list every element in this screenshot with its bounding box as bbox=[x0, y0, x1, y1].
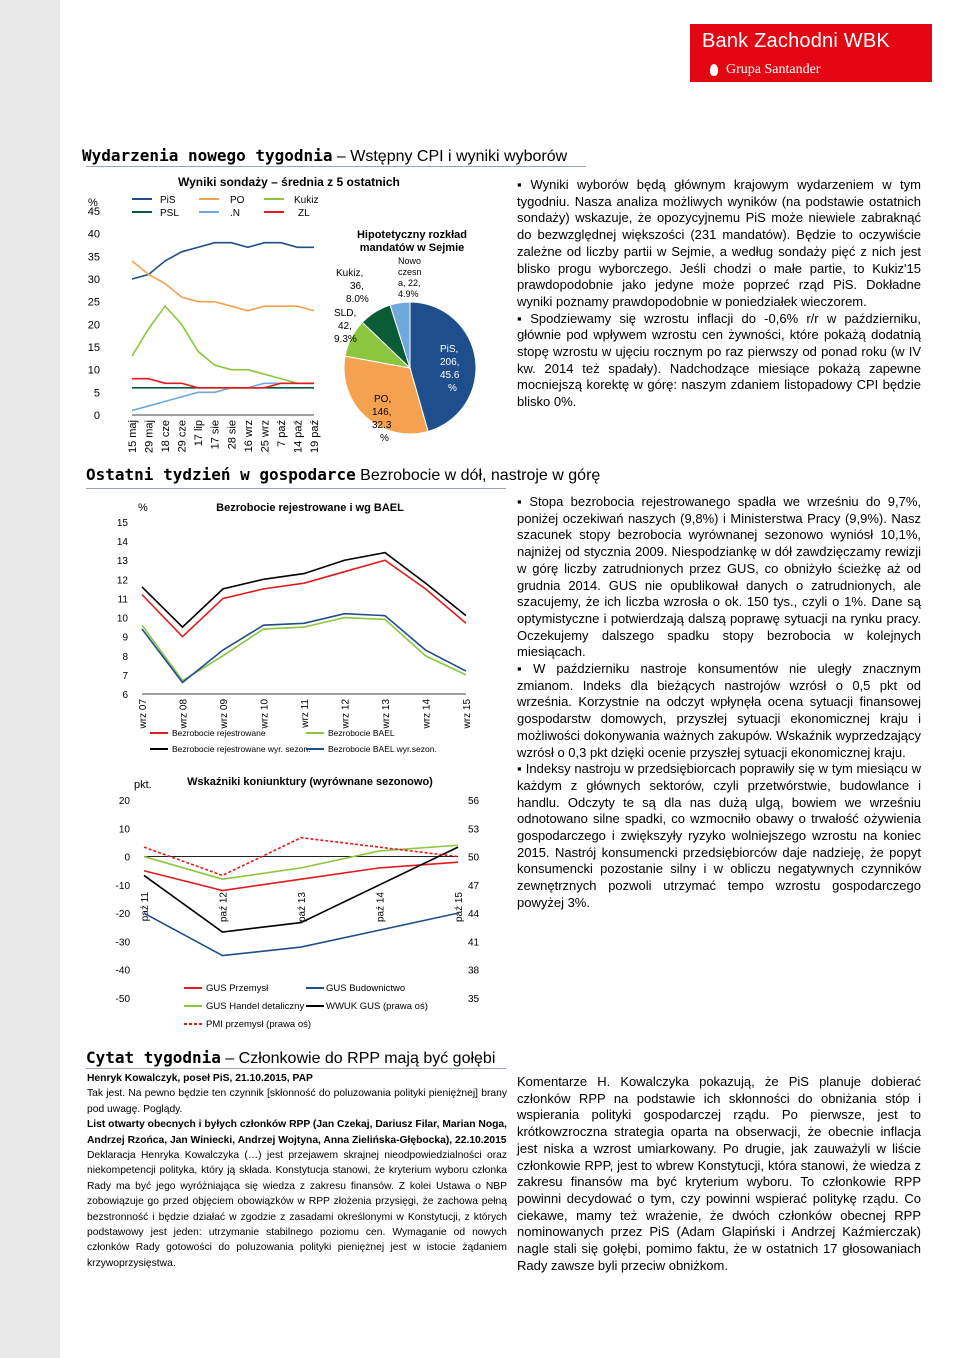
legend-label: Bezrobocie BAEL wyr.sezon. bbox=[328, 744, 437, 754]
quote-body-2: Deklaracja Henryka Kowalczyka (…) jest przejawem skrajnej nieodpowiedzialności oraz niekompetencji polityka, który ją składa. Konstytucja stanowi, że kryterium wyboru członka Rady ma być jego wyróżniająca się wiedza z zakresu finansów. Z kolei Ustawa o NBP zobowiązuje go przed objęciem obowiązków w RPP złożenia przysięgi, że zachowa pełną bezstronność i będzie działać w zgodzie z zasadami określonymi w Konstytucji, z których podstawowy jest jeden: utrzymanie stabilnego poziomu cen. Wymaganie od nowych członków Rady gotowości do poluzowania polityki pieniężnej jest w istocie żądaniem krzywoprzysięstwa. bbox=[87, 1150, 507, 1269]
pie-label-nowoczesna: Nowo czesn a, 22, 4.9% bbox=[398, 256, 422, 299]
series-line-pis bbox=[132, 243, 314, 279]
x-tick-label: 16 wrz bbox=[242, 420, 255, 453]
y-tick-label: 8 bbox=[122, 651, 128, 663]
pie-label-po: PO, 146, 32.3 % bbox=[372, 394, 392, 444]
x-tick-label: wrz 07 bbox=[138, 699, 149, 729]
y-tick-label: 13 bbox=[116, 556, 128, 568]
section-title-bold: Ostatni tydzień w gospodarce bbox=[86, 465, 356, 484]
x-tick-label: 17 sie bbox=[209, 420, 222, 450]
divider bbox=[86, 1068, 506, 1069]
x-tick-label: 7 paź bbox=[275, 420, 288, 447]
y-tick-label: 15 bbox=[116, 518, 128, 529]
section-title-economy bbox=[86, 465, 600, 485]
quote-block bbox=[87, 1071, 507, 1271]
legend-label-po: PO bbox=[230, 195, 245, 206]
y-tick-label: 9 bbox=[122, 632, 128, 644]
divider bbox=[86, 166, 586, 167]
y-tick-label: -30 bbox=[115, 937, 130, 949]
y-tick-label: 15 bbox=[87, 342, 100, 354]
y-tick-label: 10 bbox=[87, 364, 100, 377]
climate-y-unit: pkt. bbox=[134, 779, 152, 791]
quote-comment bbox=[517, 1074, 921, 1274]
y2-tick-label: 44 bbox=[468, 909, 480, 921]
x-tick-label: wrz 15 bbox=[462, 699, 473, 729]
y-tick-label: 20 bbox=[87, 319, 100, 332]
brand-group: Grupa Santander bbox=[726, 62, 821, 77]
x-tick-label: paź 14 bbox=[375, 892, 387, 923]
unemployment-chart bbox=[110, 496, 490, 766]
pie-label-pis: PiS, 206, 45.6 % bbox=[440, 344, 460, 394]
x-tick-label: 15 maj bbox=[127, 420, 139, 454]
economy-paragraph: ▪ Stopa bezrobocia rejestrowanego spadła we wrześniu do 9,7%, poniżej oczekiwań naszych (9,8%) i Ministerstwa Pracy (9,9%). Nasz szacunek stopy bezrobocia wyrównanej sezonowo wyniósł 10,1%, najniżej od stycznia 2009. Niespodziankę w dół zawdzięczamy rewizji w górę liczby zatrudnionych przez GUS, co obniżyło ścieżkę aż od grudnia 2014. GUS nie opublikował danych o zatrudnionych, ale szacujemy, że ich liczba wzrosła o ok. 150 tys., czyli o 1%. Dane są optymistyczne i potwierdzają dalszą poprawę sytuacji na rynku pracy. Oczekujemy dalszego spadku stopy bezrobocia w kolejnych miesiącach. bbox=[517, 494, 921, 661]
legend-label: Bezrobocie rejestrowane wyr. sezon. bbox=[172, 744, 311, 754]
events-paragraph: ▪ Spodziewamy się wzrostu inflacji do -0,6% r/r w październiku, głównie pod wpływem wzrostu cen żywności, które pokażą dodatnią stopę wzrostu w ujęciu rocznym po raz pierwszy od ponad roku (w IV kw. 2014 też spadały). Nadchodzące miesiące pokażą zapewne mocniejszą korektę w górę: naszym zdaniem listopadowy CPI będzie blisko 0%. bbox=[517, 311, 921, 411]
business-climate-chart bbox=[110, 768, 490, 1036]
x-tick-label: paź 15 bbox=[454, 892, 465, 923]
y2-tick-label: 41 bbox=[468, 937, 480, 949]
x-tick-label: 19 paź bbox=[309, 420, 321, 454]
x-tick-label: wrz 09 bbox=[219, 699, 230, 729]
y-tick-label: -50 bbox=[115, 994, 130, 1005]
legend-label-psl: PSL bbox=[160, 208, 179, 219]
y2-tick-label: 50 bbox=[468, 852, 480, 864]
y-tick-label: 0 bbox=[124, 852, 130, 864]
x-tick-label: wrz 08 bbox=[178, 699, 190, 729]
y-tick-label: 6 bbox=[122, 690, 128, 701]
poll-y-unit: % bbox=[88, 197, 98, 209]
chart-title: Wskaźniki koniunktury (wyrównane sezonowo) bbox=[187, 776, 433, 788]
y-tick-label: 10 bbox=[118, 824, 130, 836]
legend-label: WWUK GUS (prawa oś) bbox=[326, 1001, 428, 1012]
y2-tick-label: 56 bbox=[468, 796, 480, 807]
y-tick-label: 20 bbox=[118, 796, 130, 807]
legend bbox=[184, 983, 428, 1030]
pie-label-kukiz: Kukiz, 36, 8.0% bbox=[336, 268, 369, 305]
x-tick-label: wrz 13 bbox=[381, 699, 392, 729]
brand-name: Bank Zachodni WBK bbox=[702, 30, 890, 52]
y-tick-label: 5 bbox=[93, 387, 100, 400]
x-tick-label: 17 lip bbox=[193, 420, 206, 447]
x-tick-label: 14 paź bbox=[292, 420, 305, 454]
legend-label-zl: ZL bbox=[298, 208, 310, 219]
y2-tick-label: 35 bbox=[468, 994, 480, 1005]
quote-author-2: List otwarty obecnych i byłych członków RPP (Jan Czekaj, Dariusz Filar, Marian Noga, Andrzej Rzońca, Jan Winiecki, Andrzej Wojtyna, Anna Zielińska-Głębocka), 22.10.2015 bbox=[87, 1119, 507, 1146]
legend-label: GUS Budownictwo bbox=[326, 983, 406, 994]
section-title-rest: – Wstępny CPI i wyniki wyborów bbox=[332, 148, 568, 165]
y-tick-label: 12 bbox=[116, 575, 128, 587]
x-tick-label: paź 13 bbox=[297, 892, 308, 923]
events-paragraph: ▪ Wyniki wyborów będą głównym krajowym wydarzeniem w tym tygodniu. Nasza analiza możliwych wyników (na podstawie ostatnich sondaży) wskazuje, że opozycyjnemu PiS może niewiele zabraknąć do bezwzględnej większości (231 mandatów). Będzie to oczywiście zależne od liczby partii w Sejmie, a według sondaży pięć z nich jest blisko progu wyborczego. Jeśli chodzi o małe partie, to Kukiz'15 prawdopodobnie jako jedyne może poprzeć rząd PiS. Dokładne wyniki poznamy prawdopodobnie w poniedziałek wieczorem. bbox=[517, 177, 921, 311]
section-title-quote bbox=[86, 1048, 495, 1068]
x-tick-label: wrz 14 bbox=[421, 699, 433, 729]
y-tick-label: 40 bbox=[87, 228, 100, 241]
x-tick-label: wrz 12 bbox=[340, 699, 352, 729]
section-title-rest: – Członkowie do RPP mają być gołębi bbox=[220, 1050, 496, 1067]
section-title-events bbox=[82, 146, 567, 166]
x-tick-label: 18 cze bbox=[160, 420, 173, 453]
series-line-po bbox=[132, 261, 314, 311]
series-line-bezrobocie-rejestrowane-wyr-sezon bbox=[142, 553, 466, 628]
quote-comment-text: Komentarze H. Kowalczyka pokazują, że PiS planuje dobierać członków RPP na podstawie ich skłonności do obniżania stóp i wspierania polityki gospodarczej rządu. Po pierwsze, jest to krótkowzroczna strategia oparta na obserwacji, że obecnie inflacja jest niska a wzrost umiarkowany. Po drugie, jak zauważyli w liście członkowie RPP, jest to wbrew Konstytucji, która stanowi, że wiedza z zakresu finansów ma być kryterium wyboru. To członkowie RPP powinni decydować o tym, czy powinni wspierać politykę rządu. Co ciekawe, mamy też wrażenie, że dwóch członków obecnej RPP nominowanych przez PiS (Adam Glapiński i Andrzej Kaźmierczak) nagle stali się gołębi, pomimo faktu, że w ostatnich 17 głosowaniach Rady zawsze byli przeciw obniżkom. bbox=[517, 1074, 921, 1273]
series-line-gus-przemys bbox=[144, 862, 458, 890]
quote-author-1: Henryk Kowalczyk, poseł PiS, 21.10.2015, PAP bbox=[87, 1073, 313, 1084]
economy-paragraph: ▪ Indeksy nastroju w przedsiębiorcach poprawiły się w tym miesiącu w każdym z głównych sektorów, czyli przetwórstwie, budowlance i handlu. Odczyty te są dla nas dużą ulgą, bowiem we wrześniu odnotowano silne spadki, co wzmocniło obawy o trwałość ożywienia gospodarczego i zwiększyły ryzyko wolniejszego wzrostu na koniec 2015. Nastrój konsumencki przedsiębiorców daje nadzieję, że popyt konsumencki pozostanie silny i w obliczu negatywnych czynników zewnętrznych pozwoli utrzymać tempo wzrostu gospodarczego powyżej 3%. bbox=[517, 761, 921, 911]
legend-label: Bezrobocie BAEL bbox=[328, 728, 395, 738]
section-title-rest: Bezrobocie w dół, nastroje w górę bbox=[355, 467, 601, 484]
poll-chart-yaxis bbox=[82, 190, 112, 430]
series-line-kukiz bbox=[132, 306, 314, 383]
x-tick-label: paź 11 bbox=[140, 892, 151, 922]
x-tick-label: wrz 10 bbox=[259, 699, 271, 729]
legend-label-n: .N bbox=[230, 208, 240, 219]
y-tick-label: 35 bbox=[87, 251, 100, 264]
y2-tick-label: 38 bbox=[468, 965, 480, 977]
x-tick-label: wrz 11 bbox=[300, 699, 311, 728]
y-tick-label: 45 bbox=[87, 206, 100, 218]
unemployment-y-unit: % bbox=[138, 502, 148, 514]
series-line-bezrobocie-bael bbox=[142, 618, 466, 681]
section-title-bold: Cytat tygodnia bbox=[86, 1048, 221, 1067]
y-tick-label: 30 bbox=[87, 274, 100, 286]
legend-label: PMI przemysł (prawa oś) bbox=[206, 1019, 312, 1030]
pie-label-sld: SLD, 42, 9.3% bbox=[334, 308, 357, 345]
legend bbox=[132, 195, 318, 219]
x-tick-label: 25 wrz bbox=[259, 420, 272, 453]
y-tick-label: -10 bbox=[115, 880, 130, 892]
section-title-bold: Wydarzenia nowego tygodnia bbox=[82, 146, 333, 165]
legend-label-kukiz: Kukiz bbox=[294, 195, 319, 206]
events-text bbox=[517, 177, 921, 411]
flame-icon bbox=[710, 64, 718, 76]
x-tick-label: 28 sie bbox=[226, 420, 239, 450]
series-line-bezrobocie-rejestrowane bbox=[142, 560, 466, 636]
legend-label: Bezrobocie rejestrowane bbox=[172, 728, 266, 738]
chart-title-line2: mandatów w Sejmie bbox=[359, 242, 465, 254]
economy-paragraph: ▪ W październiku nastroje konsumentów nie uległy znacznym zmianom. Indeks dla bieżących nastrojów wzrósł o 0,5 pkt od września. Korzystnie na odczyt wpłynęła ocena sytuacji finansowej gospodarstw domowych, przyszłej sytuacji ekonomicznej kraju i możliwości dokonywania ważnych zakupów. Wskaźnik wyprzedzający wzrósł o 0,3 pkt dzięki ocenie przyszłej sytuacji ekonomicznej kraju. bbox=[517, 661, 921, 761]
y-tick-label: 14 bbox=[116, 537, 128, 549]
chart-title: Wyniki sondaży – średnia z 5 ostatnich bbox=[178, 175, 400, 189]
x-tick-label: paź 12 bbox=[218, 892, 230, 923]
brand-logo bbox=[690, 24, 932, 82]
y-tick-label: -40 bbox=[115, 965, 130, 977]
economy-text bbox=[517, 494, 921, 912]
legend-label: GUS Handel detaliczny bbox=[206, 1001, 305, 1012]
y-tick-label: 10 bbox=[116, 613, 128, 625]
legend-label-pis: PiS bbox=[160, 195, 176, 206]
x-tick-label: 29 cze bbox=[176, 420, 189, 453]
seats-pie-chart bbox=[328, 224, 506, 464]
y2-tick-label: 53 bbox=[468, 824, 480, 836]
divider bbox=[86, 488, 506, 489]
legend-label: GUS Przemysł bbox=[206, 983, 269, 994]
chart-title: Bezrobocie rejestrowane i wg BAEL bbox=[216, 502, 404, 514]
y2-tick-label: 47 bbox=[468, 880, 480, 892]
y-tick-label: 11 bbox=[117, 594, 128, 606]
x-tick-label: 29 maj bbox=[143, 420, 156, 454]
quote-body-1: Tak jest. Na pewno będzie ten czynnik [skłonność do poluzowania polityki pieniężnej] brany pod uwagę. Poglądy. bbox=[87, 1088, 507, 1115]
y-tick-label: -20 bbox=[115, 909, 130, 921]
side-stripe bbox=[0, 0, 60, 1358]
y-tick-label: 0 bbox=[93, 410, 100, 422]
legend bbox=[150, 728, 437, 754]
y-tick-label: 25 bbox=[87, 296, 100, 309]
chart-title-line1: Hipotetyczny rozkład bbox=[356, 229, 468, 241]
y-tick-label: 7 bbox=[122, 670, 128, 682]
